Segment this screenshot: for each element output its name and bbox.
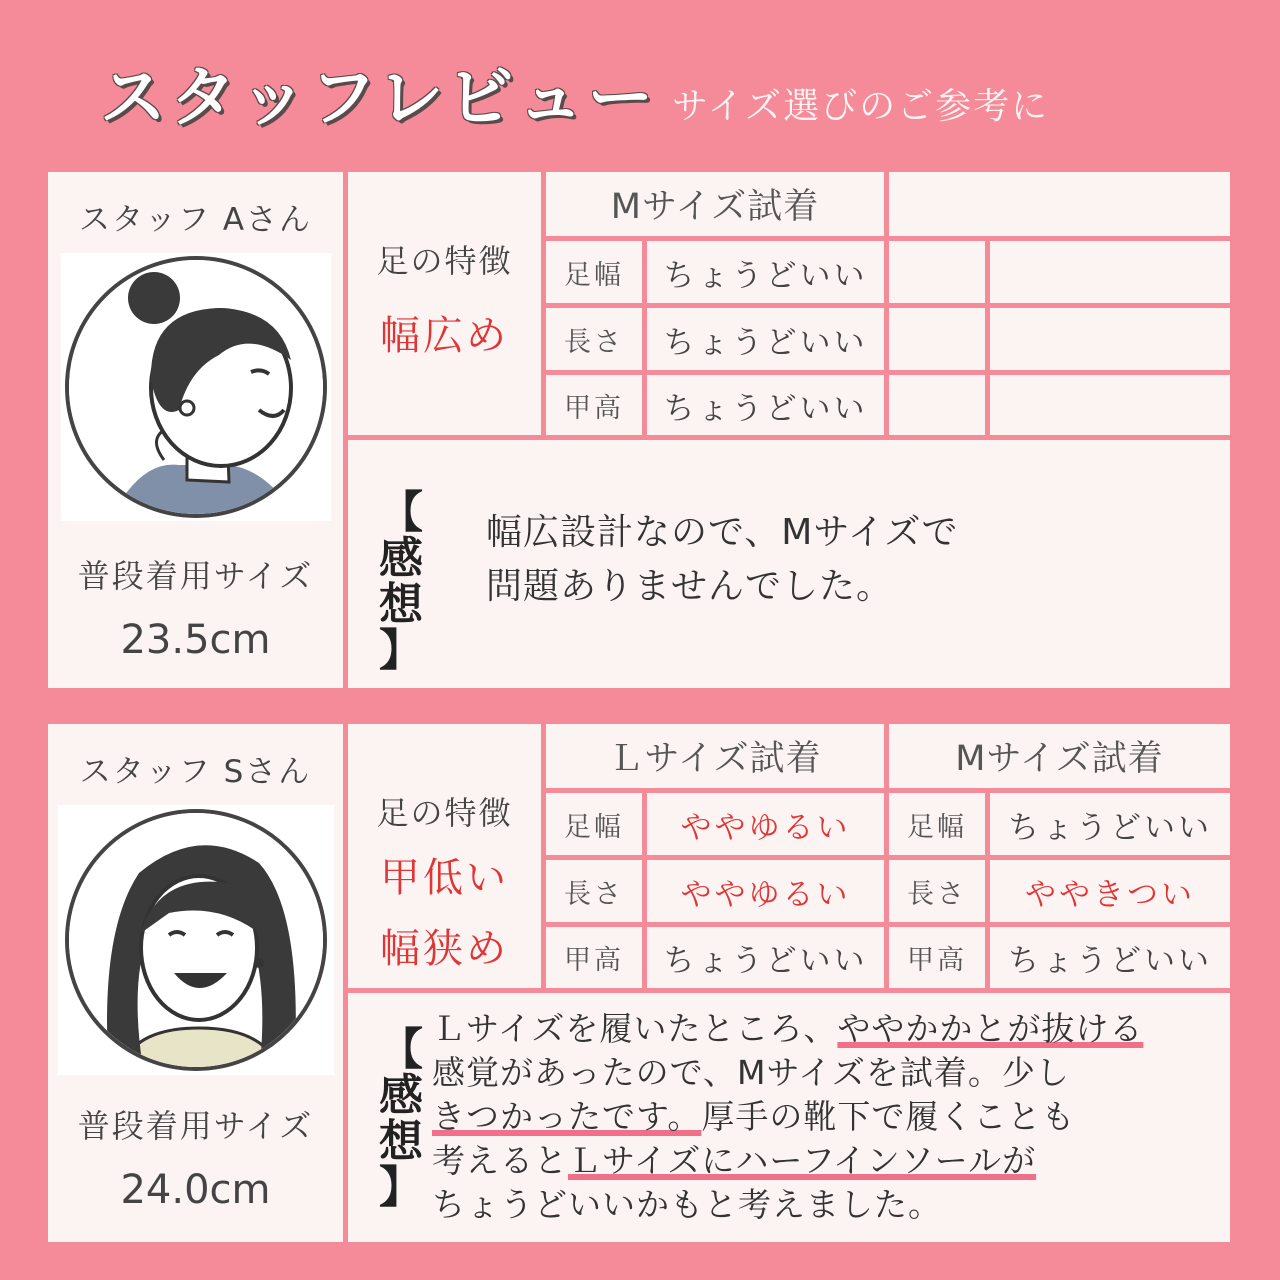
staff-a-impression bbox=[348, 440, 1230, 688]
page-subtitle: サイズ選びのご参考に bbox=[672, 86, 1050, 127]
staff-a-profile bbox=[48, 172, 343, 688]
impression-mark: 【 感 想 】 bbox=[379, 1024, 423, 1213]
staff-s-m-row-value: ちょうどいい bbox=[990, 927, 1230, 988]
staff-s-m-row-value: ややきつい bbox=[990, 860, 1230, 922]
staff-a-feature-label: 足の特徴 bbox=[376, 242, 513, 280]
staff-s-avatar-circle bbox=[65, 809, 327, 1071]
staff-s-trial-m-header: Mサイズ試着 bbox=[889, 724, 1230, 788]
staff-s-feature-value: 甲低い bbox=[380, 855, 509, 901]
staff-a-usual-size: 23.5cm bbox=[120, 617, 271, 663]
staff-s-l-row-value: ちょうどいい bbox=[647, 927, 884, 988]
staff-a-empty-cell bbox=[889, 375, 985, 435]
staff-s-name: スタッフ Sさん bbox=[79, 754, 312, 790]
staff-a-row-key: 甲高 bbox=[546, 375, 642, 435]
staff-a-empty-cell bbox=[990, 375, 1230, 435]
staff-s-trial-l-header: Ｌサイズ試着 bbox=[546, 724, 884, 788]
staff-s-feature-label: 足の特徴 bbox=[376, 794, 513, 832]
staff-a-name: スタッフ Aさん bbox=[78, 202, 313, 238]
staff-a-feature bbox=[348, 172, 541, 435]
staff-s-impression bbox=[348, 993, 1230, 1242]
staff-a-empty-cell bbox=[990, 308, 1230, 370]
staff-a-feature-value: 幅広め bbox=[380, 313, 509, 359]
staff-a-row-key: 足幅 bbox=[546, 241, 642, 303]
staff-a-row-key: 長さ bbox=[546, 308, 642, 370]
staff-s-l-row-value: ややゆるい bbox=[647, 860, 884, 922]
staff-a-row-value: ちょうどいい bbox=[647, 375, 884, 435]
page-title: スタッフレビュー bbox=[100, 59, 658, 136]
staff-s-usual-size: 24.0cm bbox=[120, 1167, 271, 1213]
staff-a-avatar-circle bbox=[65, 256, 327, 518]
staff-s-portrait-icon bbox=[69, 813, 327, 1071]
staff-a-card bbox=[48, 172, 1230, 688]
staff-a-row-value: ちょうどいい bbox=[647, 241, 884, 303]
staff-a-empty-cell bbox=[889, 241, 985, 303]
staff-s-m-row-key: 足幅 bbox=[889, 793, 985, 855]
staff-a-usual-label: 普段着用サイズ bbox=[77, 557, 314, 595]
staff-a-empty-header bbox=[889, 172, 1230, 236]
staff-s-l-row-key: 甲高 bbox=[546, 927, 642, 988]
staff-s-feature-value: 幅狭め bbox=[380, 926, 509, 972]
staff-s-m-row-key: 甲高 bbox=[889, 927, 985, 988]
staff-s-m-row-key: 長さ bbox=[889, 860, 985, 922]
impression-mark: 【 感 想 】 bbox=[379, 487, 423, 676]
staff-s-avatar bbox=[58, 805, 334, 1075]
staff-a-row-value: ちょうどいい bbox=[647, 308, 884, 370]
staff-s-feature bbox=[348, 724, 541, 988]
staff-s-l-row-key: 足幅 bbox=[546, 793, 642, 855]
staff-a-trial-header: Mサイズ試着 bbox=[546, 172, 884, 236]
staff-a-empty-cell bbox=[990, 241, 1230, 303]
staff-s-impression-text: Ｌサイズを履いたところ、ややかかとが抜ける 感覚があったので、Mサイズを試着。少し きつかったです。厚手の靴下で履くことも 考えるとＬサイズにハーフインソールが ちょうどいいかもと考えました。 bbox=[432, 1009, 1144, 1224]
staff-a-portrait-icon bbox=[69, 260, 327, 518]
staff-s-l-row-value: ややゆるい bbox=[647, 793, 884, 855]
staff-a-empty-cell bbox=[889, 308, 985, 370]
staff-s-m-row-value: ちょうどいい bbox=[990, 793, 1230, 855]
staff-s-profile bbox=[48, 724, 343, 1242]
staff-s-usual-label: 普段着用サイズ bbox=[77, 1107, 314, 1145]
staff-s-card bbox=[48, 724, 1230, 1242]
staff-a-impression-text: 幅広設計なので、Mサイズで 問題ありませんでした。 bbox=[486, 512, 959, 607]
staff-s-l-row-key: 長さ bbox=[546, 860, 642, 922]
staff-a-avatar bbox=[61, 253, 331, 521]
